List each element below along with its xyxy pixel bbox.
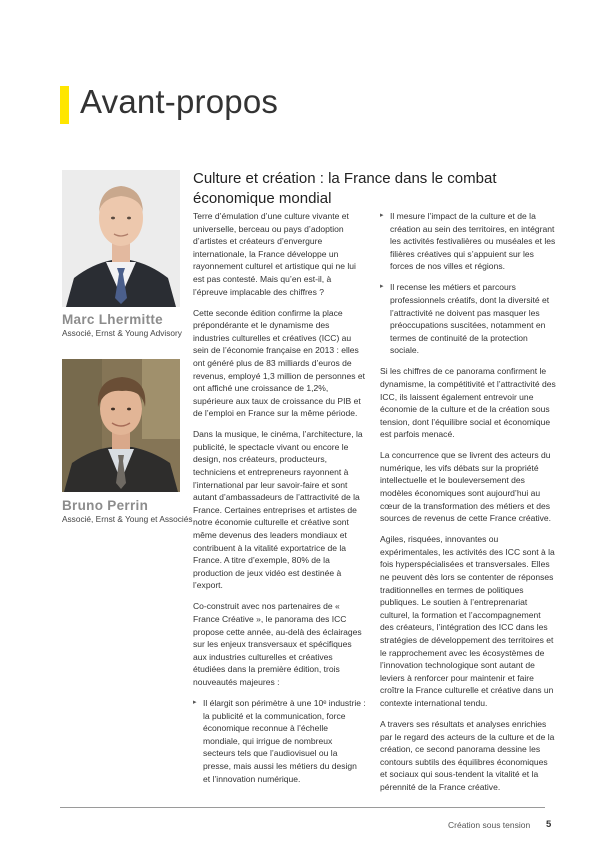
paragraph: Cette seconde édition confirme la place prépondérante et le dynamisme des industries culturelles et créatives (ICC) au sein de l’économie française en 2013 : elles ont généré plus de 83 milliards d’euros de revenus, employé 1,3 million de personnes et ont affiché une croissance de 1,2%, supérieure aux taux de croissance du PIB et de l’emploi en France sur la même période. bbox=[193, 307, 365, 419]
paragraph: Dans la musique, le cinéma, l’architecture, la publicité, le spectacle vivant ou encore le design, nos créateurs, producteurs, techniciens et entrepreneurs rayonnent à l’international par leur savoir-faire et sont autant d’ambassadeurs de l’attractivité de la France. Certaines entreprises et artistes de notre économie culturelle et créative sont même devenus des leaders mondiaux et contribuent à la vitalité exportatrice de la France. A titre d’exemple, 80% de la production de jeux vidéo est destinée à l’export. bbox=[193, 429, 363, 591]
person-role: Associé, Ernst & Young Advisory bbox=[62, 328, 182, 338]
paragraph: Terre d’émulation d’une culture vivante et universelle, berceau ou pays d’adoption d’artistes et créateurs d’envergure internationale, la France développe un rayonnement culturel et artistique qui ne lui est pas contesté. Mais qu’en est-il, à l’épreuve implacable des chiffres ? bbox=[193, 211, 356, 297]
paragraph: La concurrence que se livrent des acteurs du numérique, les vifs débats sur la propriété intellectuelle et le bouleversement des modèles économiques sont aujourd’hui au cœur de la transformation des métiers et des sources de revenus de cette France créative. bbox=[380, 450, 552, 524]
text-column-left bbox=[193, 210, 366, 793]
paragraph: Agiles, risquées, innovantes ou expérimentales, les activités des ICC sont à la fois hyperspécialisées et transversales. Elles ne peuvent dès lors se contenter de réponses traditionnelles en termes de politiques publiques. Le soutien à l’entreprenariat culturel, la formation et l’accompagnement des créateurs, l’intégration des ICC dans les stratégies de développement des territoires et le rapprochement avec les écosystèmes de l’innovation technologique sont autant de leviers à renforcer pour maintenir et faire croître la France culturelle et créative dans un contexte international tendu. bbox=[380, 534, 555, 708]
bullet-item: ▸ Il mesure l’impact de la culture et de la création au sein des territoires, en intégrant les activités festivalières ou muséales et les filières créatives qui s’appuient sur les forces de nos villes et régions. bbox=[380, 210, 556, 273]
person-name: Bruno Perrin bbox=[62, 498, 149, 513]
page-title: Avant-propos bbox=[80, 83, 279, 120]
title-accent-bar bbox=[60, 86, 69, 124]
article-title: Culture et création : la France dans le combat économique mondial bbox=[193, 170, 497, 207]
bullet-item: ▸ Il élargit son périmètre à une 10ᵉ industrie : la publicité et la communication, force économique reconnue à l’échelle mondiale, qui irrigue de nombreux secteurs tels que l’audiovisuel ou la presse, mais aussi les métiers du design et l’innovation numérique. bbox=[193, 697, 366, 785]
person-role: Associé, Ernst & Young et Associés bbox=[62, 514, 193, 524]
text-column-right bbox=[380, 210, 556, 802]
paragraph: Si les chiffres de ce panorama confirment le dynamisme, la compétitivité et l’attractivité des ICC, ils laissent également entrevoir une économie de la culture et de la création sous tension, dont l’équilibre social et économique est parfois menacé. bbox=[380, 366, 556, 440]
footer-publication-title: Création sous tension bbox=[448, 820, 531, 830]
paragraph: A travers ses résultats et analyses enrichies par le regard des acteurs de la culture et de la création, ce second panorama dessine les contours subtils des équilibres économiques et sociaux qui sous-tendent la vitalité et la pérennité de la France créative. bbox=[380, 718, 555, 792]
bullet-item: ▸ Il recense les métiers et parcours professionnels créatifs, dont la diversité et l’attractivité ne doivent pas masquer les préoccupations suscitées, notamment en termes de continuité de la protection sociale. bbox=[380, 281, 556, 357]
person-name: Marc Lhermitte bbox=[62, 312, 163, 327]
portrait-marc-lhermitte bbox=[62, 170, 180, 307]
paragraph: Co-construit avec nos partenaires de « France Créative », le panorama des ICC propose cette année, au-delà des éclairages sur les enjeux transversaux et spécifiques aux industries culturelles et créatives étudiées dans la première édition, trois nouveautés majeures : bbox=[193, 601, 362, 687]
page-number: 5 bbox=[546, 819, 552, 830]
footer-divider bbox=[60, 807, 545, 808]
portrait-bruno-perrin bbox=[62, 359, 180, 492]
